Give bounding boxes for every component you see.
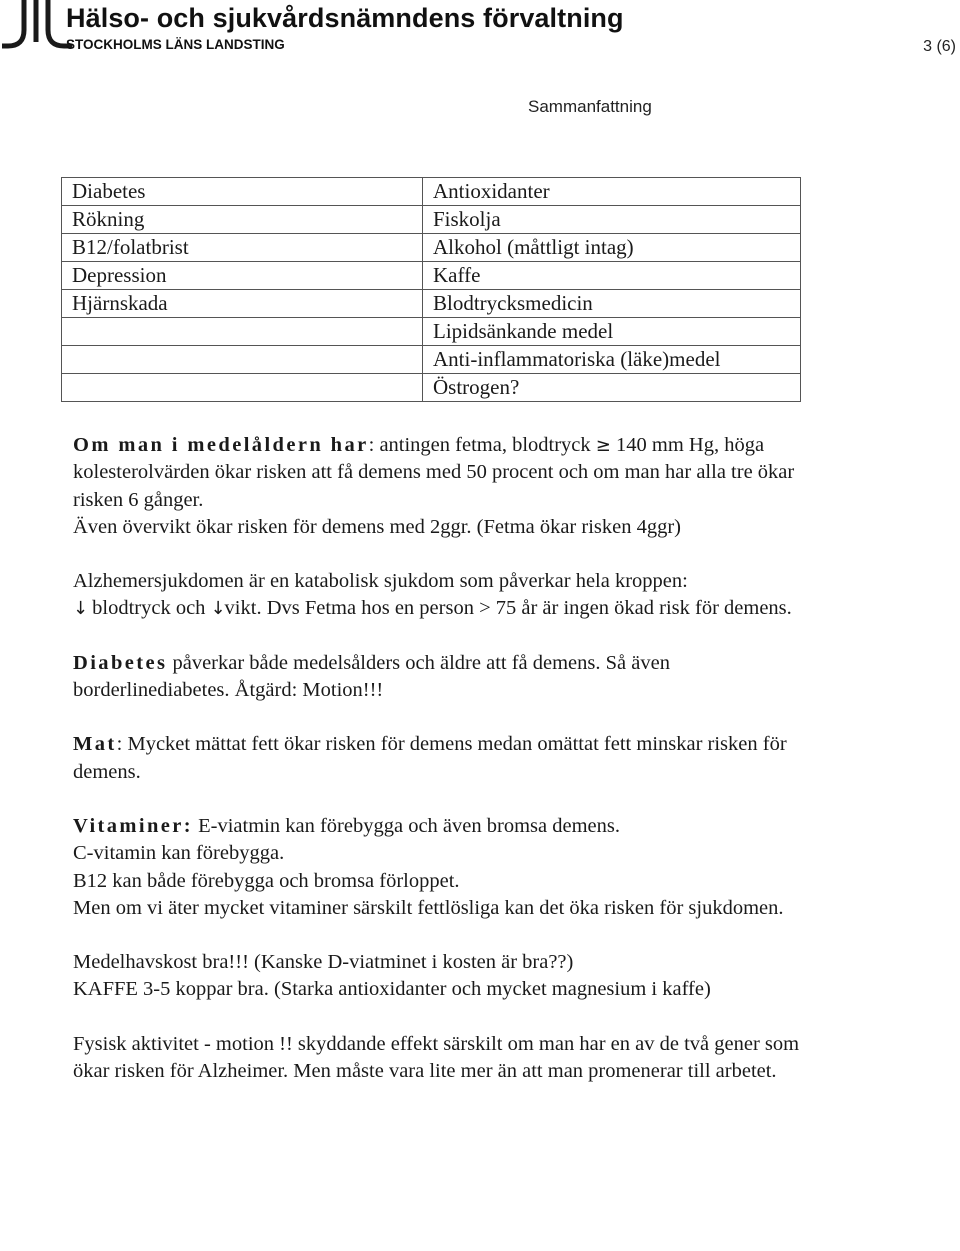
label-diabetes: Diabetes xyxy=(73,651,168,674)
table-row xyxy=(62,262,801,290)
table-cell: Blodtrycksmedicin xyxy=(423,290,801,318)
label-midlife: Om man i medelåldern har xyxy=(73,434,369,456)
paragraph-diabetes xyxy=(73,650,813,705)
table-cell: Kaffe xyxy=(423,262,801,290)
body-text xyxy=(73,432,813,1112)
factor-table xyxy=(61,177,801,402)
page-number: 3 (6) xyxy=(923,38,956,55)
table-cell: Östrogen? xyxy=(423,374,801,402)
table-cell xyxy=(62,374,423,402)
paragraph-exercise xyxy=(73,1031,813,1086)
table-row xyxy=(62,234,801,262)
table-row xyxy=(62,206,801,234)
text: : Mycket mättat fett ökar risken för demens medan omättat fett minskar risken för demens. xyxy=(73,733,787,783)
text: vikt. Dvs Fetma hos en person > 75 år är ingen ökad risk för demens. xyxy=(224,597,792,620)
table-cell: Lipidsänkande medel xyxy=(423,318,801,346)
text: : antingen fetma, blodtryck xyxy=(368,434,596,456)
table-row xyxy=(62,290,801,318)
greater-equal-symbol: ≥ xyxy=(595,435,611,456)
table-cell xyxy=(62,318,423,346)
text: blodtryck och xyxy=(87,597,211,620)
text: påverkar både medelsålders och äldre att få demens. Så även borderlinediabetes. Åtgärd: Motion!!! xyxy=(73,651,670,702)
table-cell: Diabetes xyxy=(62,178,423,206)
table-cell: B12/folatbrist xyxy=(62,234,423,262)
paragraph-food xyxy=(73,731,813,786)
label-food: Mat xyxy=(73,733,117,756)
table-row xyxy=(62,346,801,374)
label-vitamins: Vitaminer: xyxy=(73,814,194,837)
arrow-down-icon: ↓ xyxy=(73,598,89,620)
table-cell: Fiskolja xyxy=(423,206,801,234)
table-cell: Antioxidanter xyxy=(423,178,801,206)
table-cell: Hjärnskada xyxy=(62,290,423,318)
table-cell: Depression xyxy=(62,262,423,290)
arrow-down-icon: ↓ xyxy=(210,598,226,620)
text: KAFFE 3-5 koppar bra. (Starka antioxidanter och mycket magnesium i kaffe) xyxy=(73,978,711,1001)
text: Även övervikt ökar risken för demens med 2ggr. (Fetma ökar risken 4ggr) xyxy=(73,515,682,538)
text: 140 mm Hg, höga kolesterolvärden ökar risken att få demens med 50 procent och om man har alla tre ökar risken 6 gånger. xyxy=(73,434,795,511)
sll-logo-icon xyxy=(2,0,72,52)
table-row xyxy=(62,318,801,346)
document-heading: Sammanfattning xyxy=(528,97,652,116)
text: E-viatmin kan förebygga och även bromsa demens. xyxy=(193,814,620,837)
text: Medelhavskost bra!!! (Kanske D-viatminet i kosten är bra??) xyxy=(73,951,574,974)
paragraph-midlife-risk xyxy=(73,432,813,541)
table-cell: Alkohol (måttligt intag) xyxy=(423,234,801,262)
table-cell: Rökning xyxy=(62,206,423,234)
text: C-vitamin kan förebygga. xyxy=(73,842,285,865)
text: Alzhemersjukdomen är en katabolisk sjukdom som påverkar hela kroppen: xyxy=(73,570,688,593)
table-cell xyxy=(62,346,423,374)
text: B12 kan både förebygga och bromsa förloppet. xyxy=(73,869,460,892)
organization-subtitle: STOCKHOLMS LÄNS LANDSTING xyxy=(66,37,285,52)
table-cell: Anti-inflammatoriska (läke)medel xyxy=(423,346,801,374)
table-row xyxy=(62,178,801,206)
organization-name: Hälso- och sjukvårdsnämndens förvaltning xyxy=(66,3,624,33)
paragraph-alzheimer xyxy=(73,568,813,623)
text: Fysisk aktivitet - motion !! skyddande effekt särskilt om man har en av de två gener som ökar risken för Alzheimer. Men måste vara lite mer än att man promenerar till arbetet. xyxy=(73,1032,800,1083)
text: Men om vi äter mycket vitaminer särskilt fettlösliga kan det öka risken för sjukdomen. xyxy=(73,896,784,919)
paragraph-diet xyxy=(73,949,813,1004)
table-row xyxy=(62,374,801,402)
paragraph-vitamins xyxy=(73,813,813,922)
